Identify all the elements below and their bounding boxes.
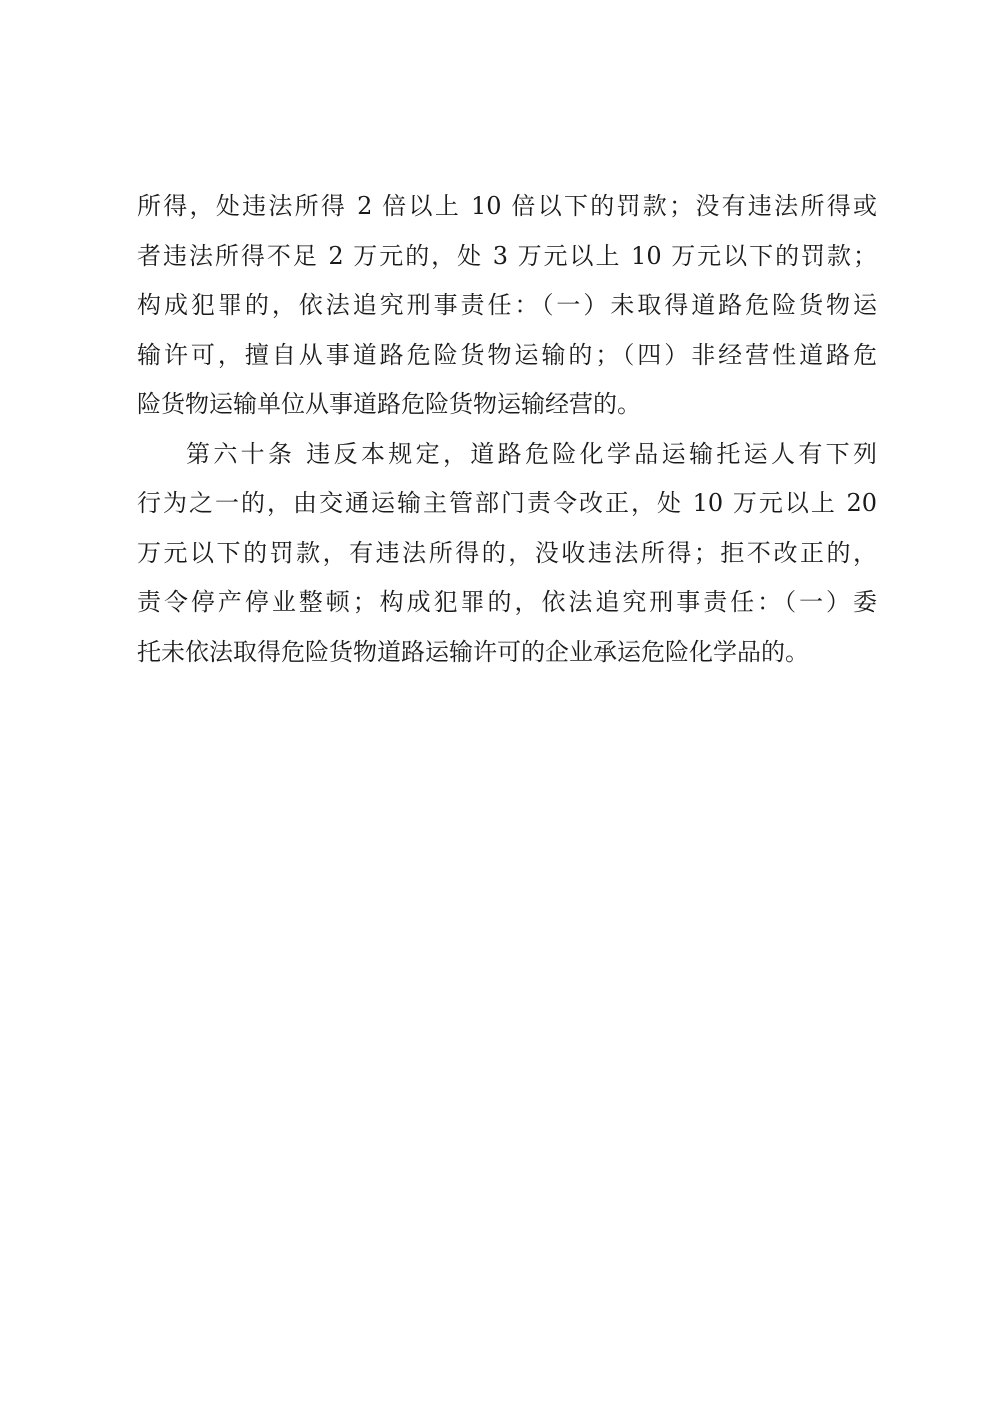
paragraph-article-60 [137, 430, 877, 678]
text-line: 者违法所得不足 2 万元的，处 3 万元以上 10 万元以下的罚款； [137, 241, 877, 270]
text-line: 托未依法取得危险货物道路运输许可的企业承运危险化学品的。 [137, 637, 809, 666]
text-line: 险货物运输单位从事道路危险货物运输经营的。 [137, 390, 641, 418]
text-line: 行为之一的，由交通运输主管部门责令改正，处 10 万元以上 20 [137, 489, 877, 517]
document-body [137, 182, 877, 677]
text-line: 责令停产停业整顿；构成犯罪的，依法追究刑事责任：（一）委 [137, 588, 877, 616]
text-line: 构成犯罪的，依法追究刑事责任：（一）未取得道路危险货物运 [137, 291, 877, 319]
text-line-article-heading: 第六十条 违反本规定，道路危险化学品运输托运人有下列 [186, 439, 877, 468]
text-line: 所得，处违法所得 2 倍以上 10 倍以下的罚款；没有违法所得或 [137, 192, 877, 220]
text-line: 万元以下的罚款，有违法所得的，没收违法所得；拒不改正的， [137, 538, 877, 567]
text-line: 输许可，擅自从事道路危险货物运输的；（四）非经营性道路危 [137, 340, 877, 369]
paragraph-penalty-continuation [137, 182, 877, 430]
